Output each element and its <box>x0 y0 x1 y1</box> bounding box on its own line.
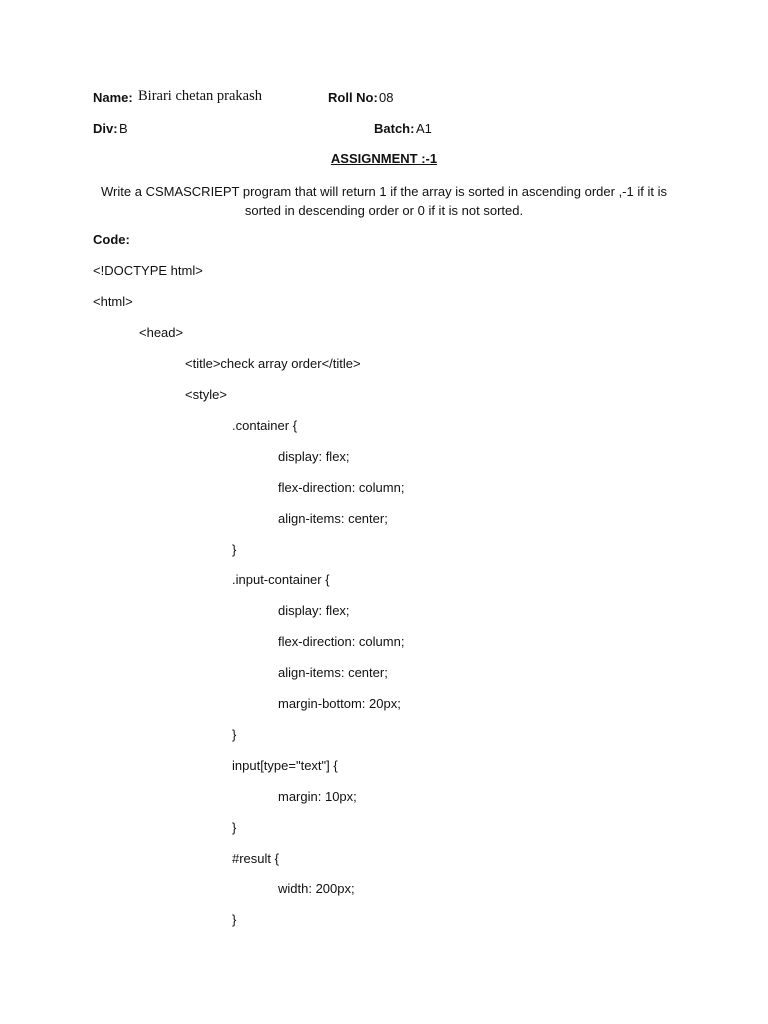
code-line: align-items: center; <box>278 511 388 526</box>
assignment-title: ASSIGNMENT :-1 <box>330 151 438 166</box>
code-line: .input-container { <box>232 572 330 587</box>
code-line: display: flex; <box>278 603 350 618</box>
code-line: .container { <box>232 418 298 433</box>
code-line: <style> <box>185 387 227 402</box>
code-line: align-items: center; <box>278 665 388 680</box>
task-line-2: sorted in descending order or 0 if it is not sorted. <box>244 203 524 218</box>
task-line-1: Write a CSMASCRIEPT program that will return 1 if the array is sorted in ascending order ,-1 if it is <box>101 184 667 199</box>
name-label: Name: <box>93 90 133 105</box>
code-line: <!DOCTYPE html> <box>93 263 203 278</box>
div-label: Div: <box>93 121 118 136</box>
code-line: <html> <box>93 294 133 309</box>
div-value: B <box>119 121 128 136</box>
code-line: <title>check array order</title> <box>185 356 361 371</box>
code-line: width: 200px; <box>278 881 355 896</box>
code-line: margin-bottom: 20px; <box>278 696 401 711</box>
code-line: margin: 10px; <box>278 789 357 804</box>
code-line: } <box>232 727 237 742</box>
batch-value: A1 <box>416 121 432 136</box>
code-line: #result { <box>232 851 279 866</box>
roll-no-value: 08 <box>379 90 394 105</box>
student-name: Birari chetan prakash <box>138 88 263 104</box>
task-description <box>96 182 672 220</box>
roll-no-label: Roll No: <box>328 90 378 105</box>
code-line: display: flex; <box>278 449 350 464</box>
code-line: flex-direction: column; <box>278 634 405 649</box>
code-line: input[type="text"] { <box>232 758 338 773</box>
code-line: <head> <box>139 325 184 340</box>
code-line: flex-direction: column; <box>278 480 405 495</box>
code-line: } <box>232 912 237 927</box>
code-line: } <box>232 820 237 835</box>
batch-label: Batch: <box>374 121 415 136</box>
code-line: } <box>232 542 237 557</box>
code-label: Code: <box>93 232 130 247</box>
